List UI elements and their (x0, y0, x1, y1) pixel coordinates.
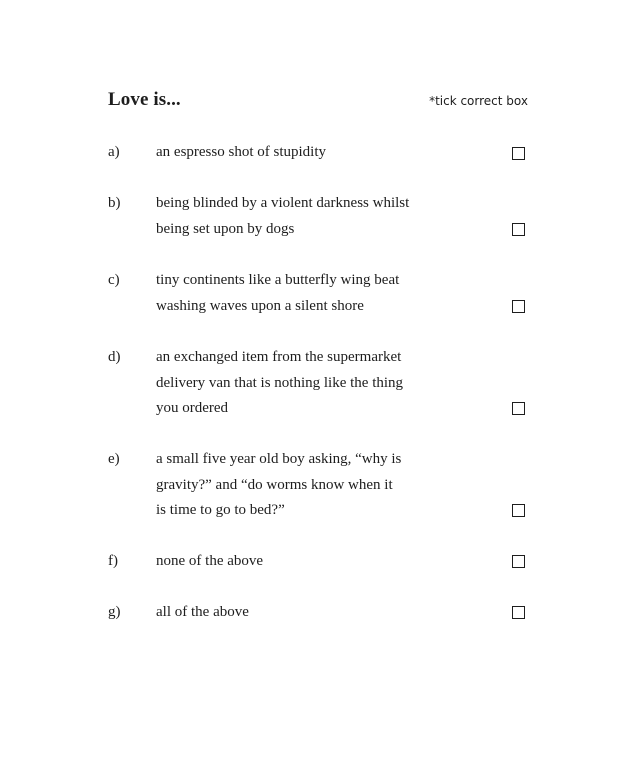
question-label: g) (108, 604, 121, 620)
question-text-line: an exchanged item from the supermarket (156, 349, 402, 365)
answer-checkbox-a[interactable] (512, 147, 525, 160)
question-label: b) (108, 195, 121, 211)
question-text-line: tiny continents like a butterfly wing beat (156, 272, 400, 288)
question-label: e) (108, 451, 120, 467)
question-text (156, 345, 456, 422)
question-text-line: gravity?” and “do worms know when it (156, 476, 393, 493)
question-d (0, 345, 633, 422)
answer-checkbox-b[interactable] (512, 223, 525, 236)
page-title: Love is... (108, 89, 181, 110)
question-label: d) (108, 349, 121, 365)
question-text-line: none of the above (156, 553, 264, 569)
question-text-line: washing waves upon a silent shore (156, 297, 364, 314)
answer-checkbox-e[interactable] (512, 504, 525, 517)
question-text (156, 268, 456, 319)
question-text-line: a small five year old boy asking, “why is (156, 451, 402, 467)
question-text-line: is time to go to bed?” (156, 502, 285, 518)
answer-checkbox-f[interactable] (512, 555, 525, 568)
question-text-line: being blinded by a violent darkness whilst (156, 195, 410, 211)
question-text-line: delivery van that is nothing like the thing (156, 374, 404, 391)
question-text (156, 600, 456, 626)
question-text-line: being set upon by dogs (156, 220, 295, 237)
question-text (156, 191, 456, 242)
question-c (0, 268, 633, 319)
question-b (0, 191, 633, 242)
question-text (156, 549, 456, 575)
question-text-line: an espresso shot of stupidity (156, 144, 326, 160)
question-g (0, 600, 633, 626)
question-label: f) (108, 553, 118, 569)
question-text (156, 447, 456, 524)
question-text (156, 140, 456, 166)
question-a (0, 140, 633, 166)
question-e (0, 447, 633, 524)
instruction-note: *tick correct box (429, 94, 528, 108)
question-label: c) (108, 272, 120, 288)
question-text-line: all of the above (156, 604, 249, 620)
answer-checkbox-d[interactable] (512, 402, 525, 415)
question-f (0, 549, 633, 575)
answer-checkbox-c[interactable] (512, 300, 525, 313)
question-label: a) (108, 144, 120, 160)
answer-checkbox-g[interactable] (512, 606, 525, 619)
question-text-line: you ordered (156, 400, 229, 416)
